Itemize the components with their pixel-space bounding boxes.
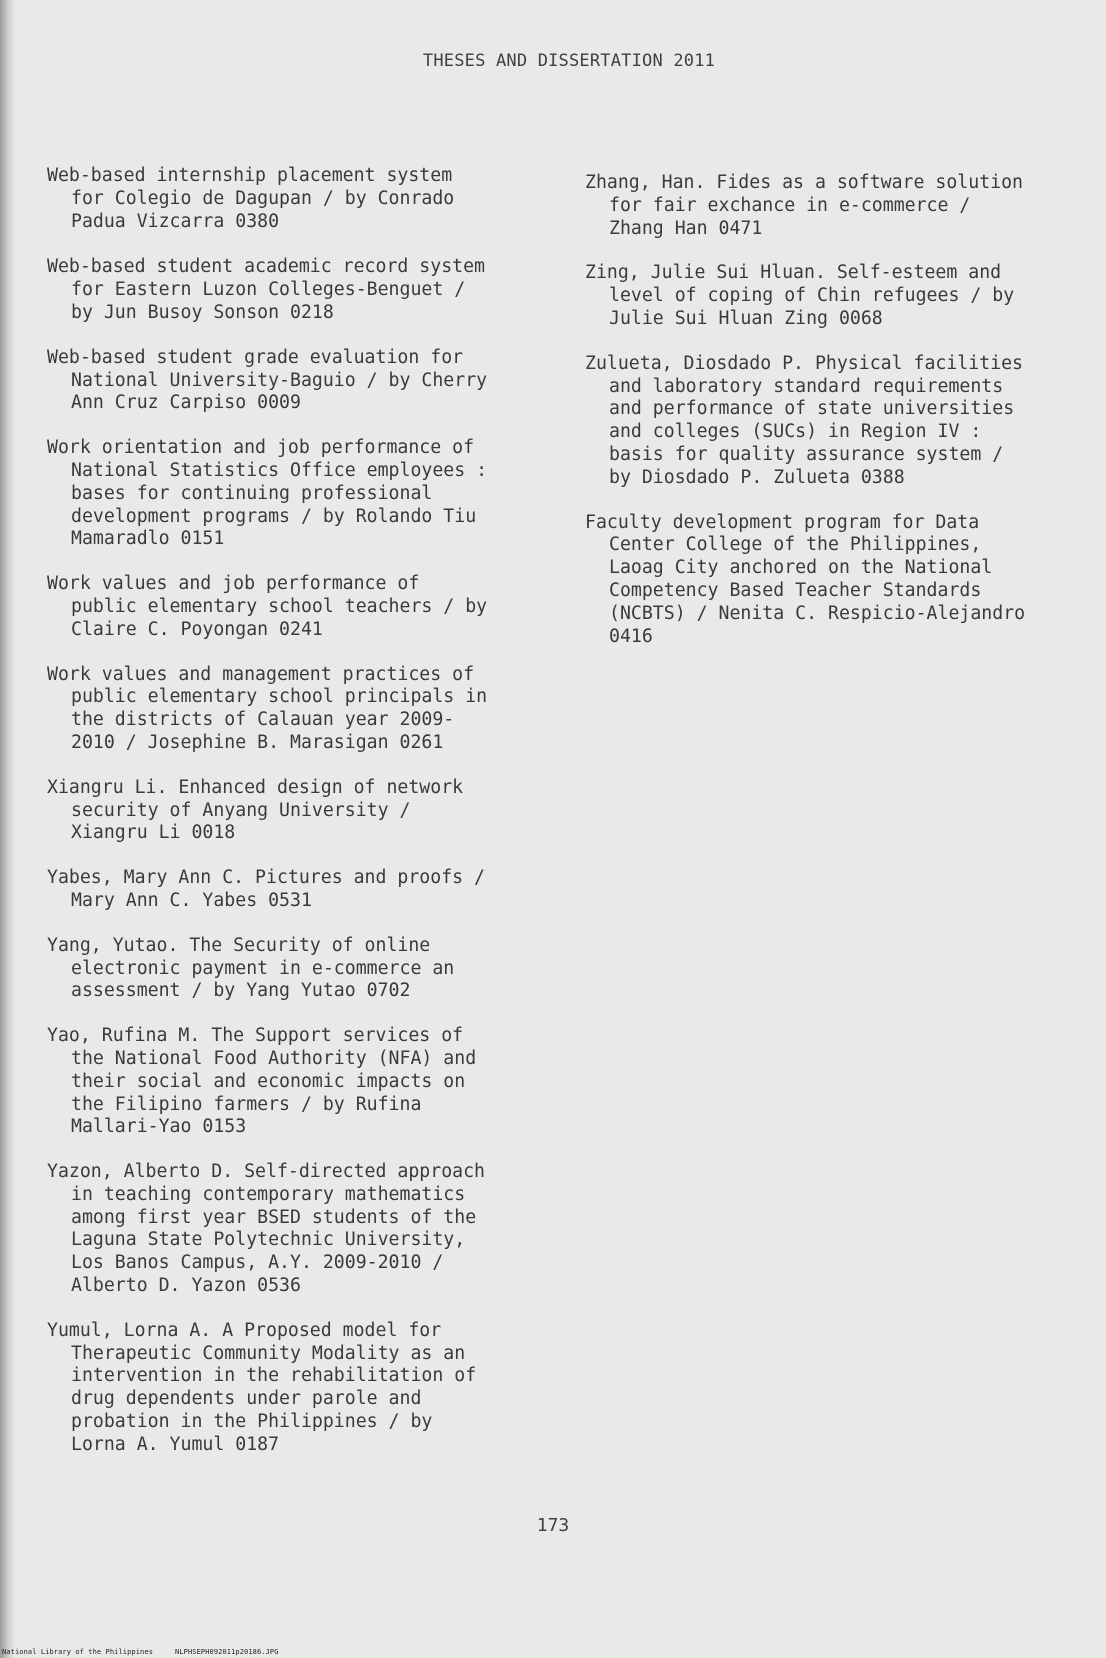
- bibliography-entry: Web-based internship placement system for Colegio de Dagupan / by Conrado Padua Vizcarra 0380: [47, 165, 455, 232]
- file-code: NLPHSEPH092011p20186.JPG: [175, 1648, 279, 1656]
- bibliography-entry: Yang, Yutao. The Security of online electronic payment in e-commerce an assessment / by Yang Yutao 0702: [47, 934, 455, 1002]
- bibliography-entry: Yumul, Lorna A. A Proposed model for Therapeutic Community Modality as an intervention in the rehabilitation of drug dependents under parole and probation in the Philippines / by Lorna A. Yumul 0187: [47, 1319, 477, 1455]
- bibliography-entry: Zulueta, Diosdado P. Physical facilities and laboratory standard requirements and performance of state universities and colleges (SUCs) in Region IV : basis for quality assurance system / by Diosdado P. Zulueta 0388: [585, 352, 1023, 488]
- page-header: THESES AND DISSERTATION 2011: [422, 51, 716, 71]
- bibliography-entry: Zhang, Han. Fides as a software solution for fair exchance in e-commerce / Zhang Han 0471: [585, 172, 1023, 239]
- left-column: [47, 165, 552, 1479]
- bibliography-entry: Work orientation and job performance of National Statistics Office employees : bases for continuing professional development programs / by Rolando Tiu Mamaradlo 0151: [47, 437, 488, 550]
- page-binding-edge: [0, 0, 14, 1658]
- bibliography-entry: Yabes, Mary Ann C. Pictures and proofs / Mary Ann C. Yabes 0531: [47, 867, 485, 911]
- bibliography-entry: Faculty development program for Data Center College of the Philippines, Laoag City anchored on the National Competency Based Teacher Standards (NCBTS) / Nenita C. Respicio-Alejandro 0416: [585, 511, 1026, 647]
- bibliography-entry: Yao, Rufina M. The Support services of the National Food Authority (NFA) and their social and economic impacts on the Filipino farmers / by Rufina Mallari-Yao 0153: [47, 1025, 477, 1138]
- scan-credit: [2, 1648, 279, 1656]
- bibliography-entry: Web-based student grade evaluation for National University-Baguio / by Cherry Ann Cruz Carpiso 0009: [47, 346, 488, 414]
- bibliography-entry: Xiangru Li. Enhanced design of network security of Anyang University / Xiangru Li 0018: [47, 776, 464, 844]
- library-credit: National Library of the Philippines: [2, 1648, 154, 1656]
- bibliography-entry: Yazon, Alberto D. Self-directed approach in teaching contemporary mathematics among first year BSED students of the Laguna State Polytechnic University, Los Banos Campus, A.Y. 2009-2010 / Alberto D. Yazon 0536: [47, 1161, 485, 1297]
- bibliography-entry: Work values and management practices of public elementary school principals in the districts of Calauan year 2009- 2010 / Josephine B. Marasigan 0261: [47, 663, 488, 753]
- page-number: 173: [536, 1515, 570, 1536]
- right-column: [585, 172, 1080, 670]
- bibliography-entry: Work values and job performance of public elementary school teachers / by Claire C. Poyongan 0241: [47, 573, 488, 640]
- bibliography-entry: Web-based student academic record system for Eastern Luzon Colleges-Benguet / by Jun Busoy Sonson 0218: [47, 256, 485, 323]
- bibliography-entry: Zing, Julie Sui Hluan. Self-esteem and level of coping of Chin refugees / by Julie Sui Hluan Zing 0068: [585, 262, 1015, 329]
